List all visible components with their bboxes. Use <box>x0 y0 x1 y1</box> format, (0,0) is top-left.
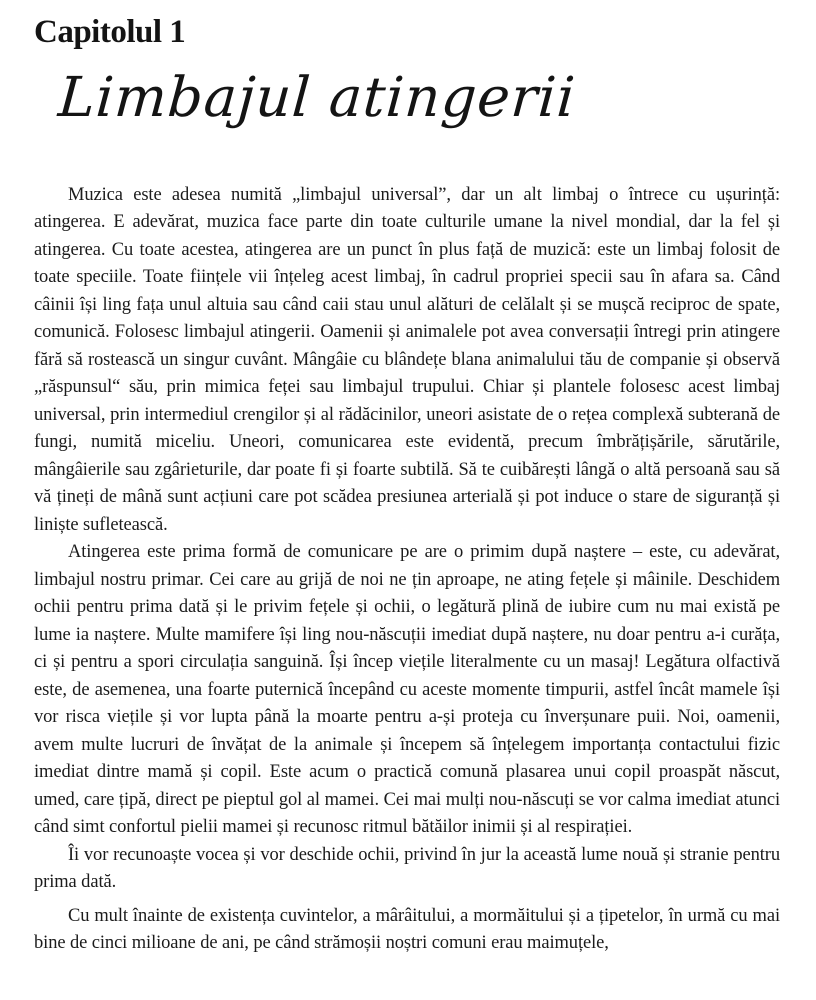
chapter-label: Capitolul 1 <box>34 14 186 50</box>
paragraph-1: Muzica este adesea numită „limbajul universal”, dar un alt limbaj o întrece cu ușurință: atingerea. E adevărat, muzica face parte din toate culturile umane la nivel mondial, dar la fel și atingerea. Cu toate acestea, atingerea are un punct în plus față de muzică: este un limbaj folosit de toate speciile. Toate ființele vii înțeleg acest limbaj, în cadrul propriei specii sau în afara sa. Când câinii își ling fața unul altuia sau când caii stau unul alături de celălalt și se mușcă reciproc de spate, comunică. Folosesc limbajul atingerii. Oamenii și animalele pot avea conversații întregi prin atingere fără să rostească un singur cuvânt. Mângâie cu blândețe blana animalului tău de companie și observă „răspunsul“ său, prin mimica feței sau limbajul trupului. Chiar și plantele folosesc acest limbaj universal, prin intermediul crengilor și al rădăcinilor, uneori asistate de o rețea complexă subterană de fungi, numită miceliu. Uneori, comunicarea este evidentă, precum îmbrățișările, sărutările, mângâierile sau zgârieturile, dar poate fi și foarte subtilă. Să te cuibărești lângă o altă persoană sau să vă țineți de mână sunt acțiuni care pot scădea presiunea arterială și pot induce o stare de siguranță și liniște sufletească. <box>34 184 780 535</box>
chapter-body <box>34 182 780 958</box>
chapter-title: Limbajul atingerii <box>56 65 578 130</box>
paragraph-2: Atingerea este prima formă de comunicare pe are o primim după naștere – este, cu adevărat, limbajul nostru primar. Cei care au grijă de noi ne țin aproape, ne ating fețele și mâinile. Deschidem ochii pentru prima dată și le privim fețele și ochii, o legătură plină de iubire cum nu mai există pe lume ia naștere. Multe mamifere își ling nou-născuții imediat după naștere, nu doar pentru a-i curăța, ci și pentru a spori circulația sanguină. Își încep viețile literalmente cu un masaj! Legătura olfactivă este, de asemenea, una foarte puternică începând cu aceste momente timpurii, astfel încât mamele își vor risca viețile și vor lupta până la moarte pentru a-și proteja cu înverșunare puii. Noi, oamenii, avem multe lucruri de învățat de la animale și începem să înțelegem importanța contactului fizic imediat dintre mamă și copil. Este acum o practică comună plasarea unui copil proaspăt născut, umed, care țipă, direct pe pieptul gol al mamei. Cei mai mulți nou-născuți se vor calma imediat atunci când simt confortul pielii mamei și recunosc ritmul bătăilor inimii și al respirației. <box>34 542 780 838</box>
paragraph-3: Îi vor recunoaște vocea și vor deschide ochii, privind în jur la această lume nouă și stranie pentru prima dată. <box>34 844 780 893</box>
paragraph-4: Cu mult înainte de existența cuvintelor, a mârâitului, a mormăitului și a țipetelor, în urmă cu mai bine de cinci milioane de ani, pe când strămoșii noștri comuni erau maimuțele, <box>34 905 780 954</box>
